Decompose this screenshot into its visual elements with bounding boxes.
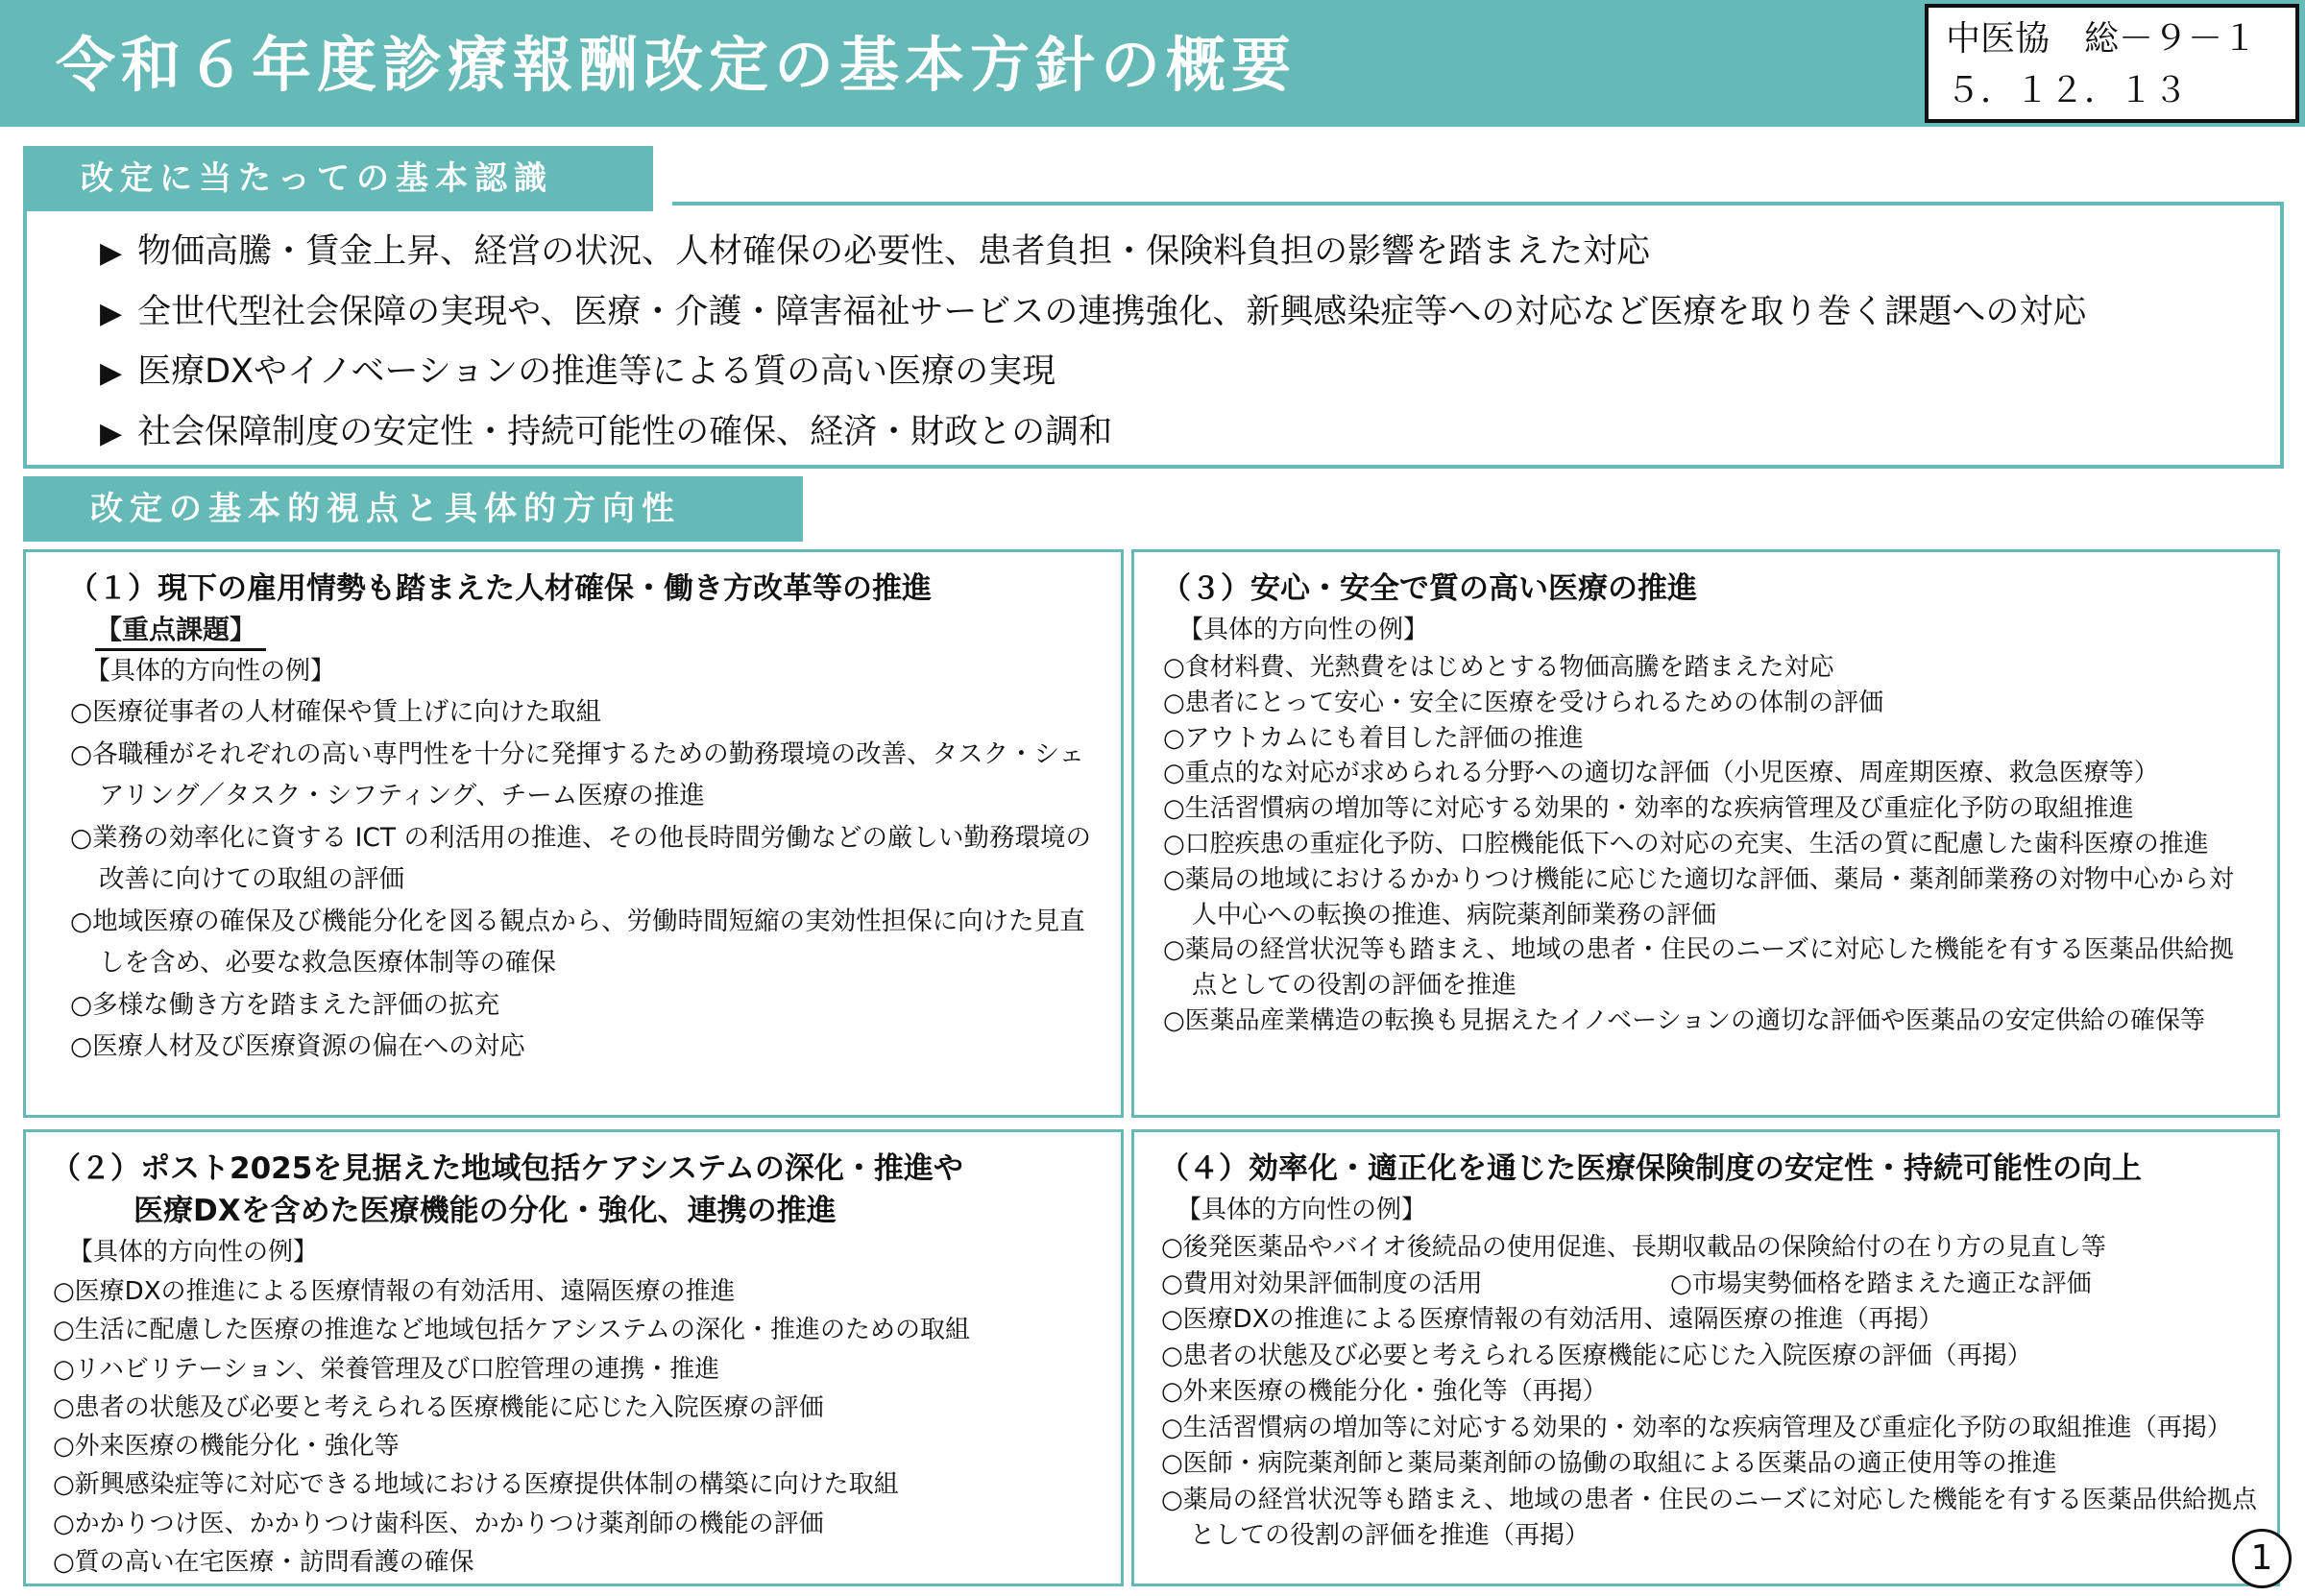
perspective-box-3 [1131, 549, 2280, 1118]
list-item: ○重点的な対応が求められる分野への適切な評価（小児医療、周産期医療、救急医療等） [1163, 759, 2159, 788]
list-item: ○患者の状態及び必要と考えられる医療機能に応じた入院医療の評価（再掲） [1161, 1341, 2032, 1370]
recognition-item: ▶ 物価高騰・賃金上昇、経営の状況、人材確保の必要性、患者負担・保険料負担の影響を踏まえた対応 [100, 232, 1651, 271]
box-title: （２）ポスト2025を見据えた地域包括ケアシステムの深化・推進や [51, 1151, 963, 1186]
header-bar [0, 0, 2305, 127]
examples-label: 【具体的方向性の例】 [1177, 1196, 1427, 1224]
examples-label: 【具体的方向性の例】 [1178, 616, 1429, 644]
triangle-bullet-icon: ▶ [100, 416, 123, 450]
list-item: ○新興感染症等に対応できる地域における医療提供体制の構築に向けた取組 [53, 1470, 899, 1500]
badge-line-1: 中医協 総－９－１ [1946, 19, 2258, 59]
box-title: （４）効率化・適正化を通じた医療保険制度の安定性・持続可能性の向上 [1159, 1151, 2142, 1186]
examples-label: 【具体的方向性の例】 [85, 657, 336, 686]
page-number: 1 [2232, 1529, 2292, 1588]
list-item: ○生活に配慮した医療の推進など地域包括ケアシステムの深化・推進のための取組 [53, 1316, 971, 1345]
list-item: ○外来医療の機能分化・強化等（再掲） [1161, 1377, 1608, 1406]
list-item: ○地域医療の確保及び機能分化を図る観点から、労働時間短縮の実効性担保に向けた見直しを含め、必要な救急医療体制等の確保 [70, 906, 1085, 978]
list-item: ○生活習慣病の増加等に対応する効果的・効率的な疾病管理及び重症化予防の取組推進（再掲） [1161, 1413, 2232, 1442]
recognition-box [23, 206, 2284, 469]
list-item: ○費用対効果評価制度の活用 [1161, 1269, 1483, 1298]
list-item: ○後発医薬品やバイオ後続品の使用促進、長期収載品の保険給付の在り方の見直し等 [1161, 1233, 2106, 1262]
document-badge [1925, 4, 2299, 123]
box-title-line-2: 医療DXを含めた医療機能の分化・強化、連携の推進 [133, 1194, 837, 1228]
list-item: ○患者にとって安心・安全に医療を受けられるための体制の評価 [1163, 688, 1884, 717]
list-item: ○医療人材及び医療資源の偏在への対応 [70, 1031, 525, 1061]
box-title: （３）安心・安全で質の高い医療の推進 [1161, 571, 1697, 606]
list-item: ○質の高い在宅医療・訪問看護の確保 [53, 1548, 474, 1578]
recognition-item: ▶ 医療DXやイノベーションの推進等による質の高い医療の実現 [100, 352, 1056, 391]
triangle-bullet-icon: ▶ [100, 236, 123, 270]
list-item: ○薬局の経営状況等も踏まえ、地域の患者・住民のニーズに対応した機能を有する医薬品供給拠点としての役割の評価を推進（再掲） [1161, 1485, 2257, 1550]
list-item: ○医療従事者の人材確保や賃上げに向けた取組 [70, 697, 602, 727]
list-item: ○食材料費、光熱費をはじめとする物価高騰を踏まえた対応 [1163, 653, 1834, 682]
recognition-item: ▶ 社会保障制度の安定性・持続可能性の確保、経済・財政との調和 [100, 412, 1113, 451]
list-item: ○市場実勢価格を踏まえた適正な評価 [1670, 1269, 2092, 1298]
list-item: ○口腔疾患の重症化予防、口腔機能低下への対応の充実、生活の質に配慮した歯科医療の推進 [1163, 829, 2209, 858]
list-item: ○薬局の地域におけるかかりつけ機能に応じた適切な評価、薬局・薬剤師業務の対物中心から対人中心への転換の推進、病院薬剤師業務の評価 [1163, 864, 2234, 930]
perspective-box-4 [1131, 1129, 2280, 1586]
priority-label: 【重点課題】 [95, 612, 266, 651]
triangle-bullet-icon: ▶ [100, 296, 123, 330]
recognition-item: ▶ 全世代型社会保障の実現や、医療・介護・障害福祉サービスの連携強化、新興感染症等への対応など医療を取り巻く課題への対応 [100, 292, 2087, 331]
section-tab-recognition: 改定に当たっての基本認識 [23, 146, 653, 211]
list-item: ○かかりつけ医、かかりつけ歯科医、かかりつけ薬剤師の機能の評価 [53, 1509, 824, 1538]
list-item-pair [1161, 1267, 2258, 1303]
list-item: ○多様な働き方を踏まえた評価の拡充 [70, 989, 500, 1020]
page-title: 令和６年度診療報酬改定の基本方針の概要 [56, 30, 1298, 100]
list-item: ○薬局の経営状況等も踏まえ、地域の患者・住民のニーズに対応した機能を有する医薬品供給拠点としての役割の評価を推進 [1163, 935, 2234, 1001]
box-title: （１）現下の雇用情勢も踏まえた人材確保・働き方改革等の推進 [68, 571, 932, 606]
list-item: ○外来医療の機能分化・強化等 [53, 1432, 400, 1462]
list-item: ○アウトカムにも着目した評価の推進 [1163, 723, 1584, 753]
list-item: ○業務の効率化に資する ICT の利活用の推進、その他長時間労働などの厳しい勤務環境の改善に向けての取組の評価 [70, 822, 1091, 894]
section-tab-perspectives: 改定の基本的視点と具体的方向性 [23, 476, 803, 542]
list-item: ○生活習慣病の増加等に対応する効果的・効率的な疾病管理及び重症化予防の取組推進 [1163, 794, 2134, 824]
examples-label: 【具体的方向性の例】 [68, 1238, 319, 1267]
list-item: ○医療DXの推進による医療情報の有効活用、遠隔医療の推進（再掲） [1161, 1305, 1944, 1334]
list-item: ○医薬品産業構造の転換も見据えたイノベーションの適切な評価や医薬品の安定供給の確保等 [1163, 1005, 2206, 1035]
list-item: ○リハビリテーション、栄養管理及び口腔管理の連携・推進 [53, 1354, 720, 1384]
list-item: ○医師・病院薬剤師と薬局薬剤師の協働の取組による医薬品の適正使用等の推進 [1161, 1449, 2057, 1478]
list-item: ○各職種がそれぞれの高い専門性を十分に発揮するための勤務環境の改善、タスク・シェアリング／タスク・シフティング、チーム医療の推進 [70, 738, 1085, 810]
triangle-bullet-icon: ▶ [100, 356, 123, 390]
perspective-box-1 [23, 549, 1124, 1118]
perspective-box-2 [23, 1129, 1124, 1586]
list-item: ○患者の状態及び必要と考えられる医療機能に応じた入院医療の評価 [53, 1392, 824, 1422]
list-item: ○医療DXの推進による医療情報の有効活用、遠隔医療の推進 [53, 1277, 736, 1306]
badge-line-2: ５．１２．１３ [1946, 71, 2189, 110]
